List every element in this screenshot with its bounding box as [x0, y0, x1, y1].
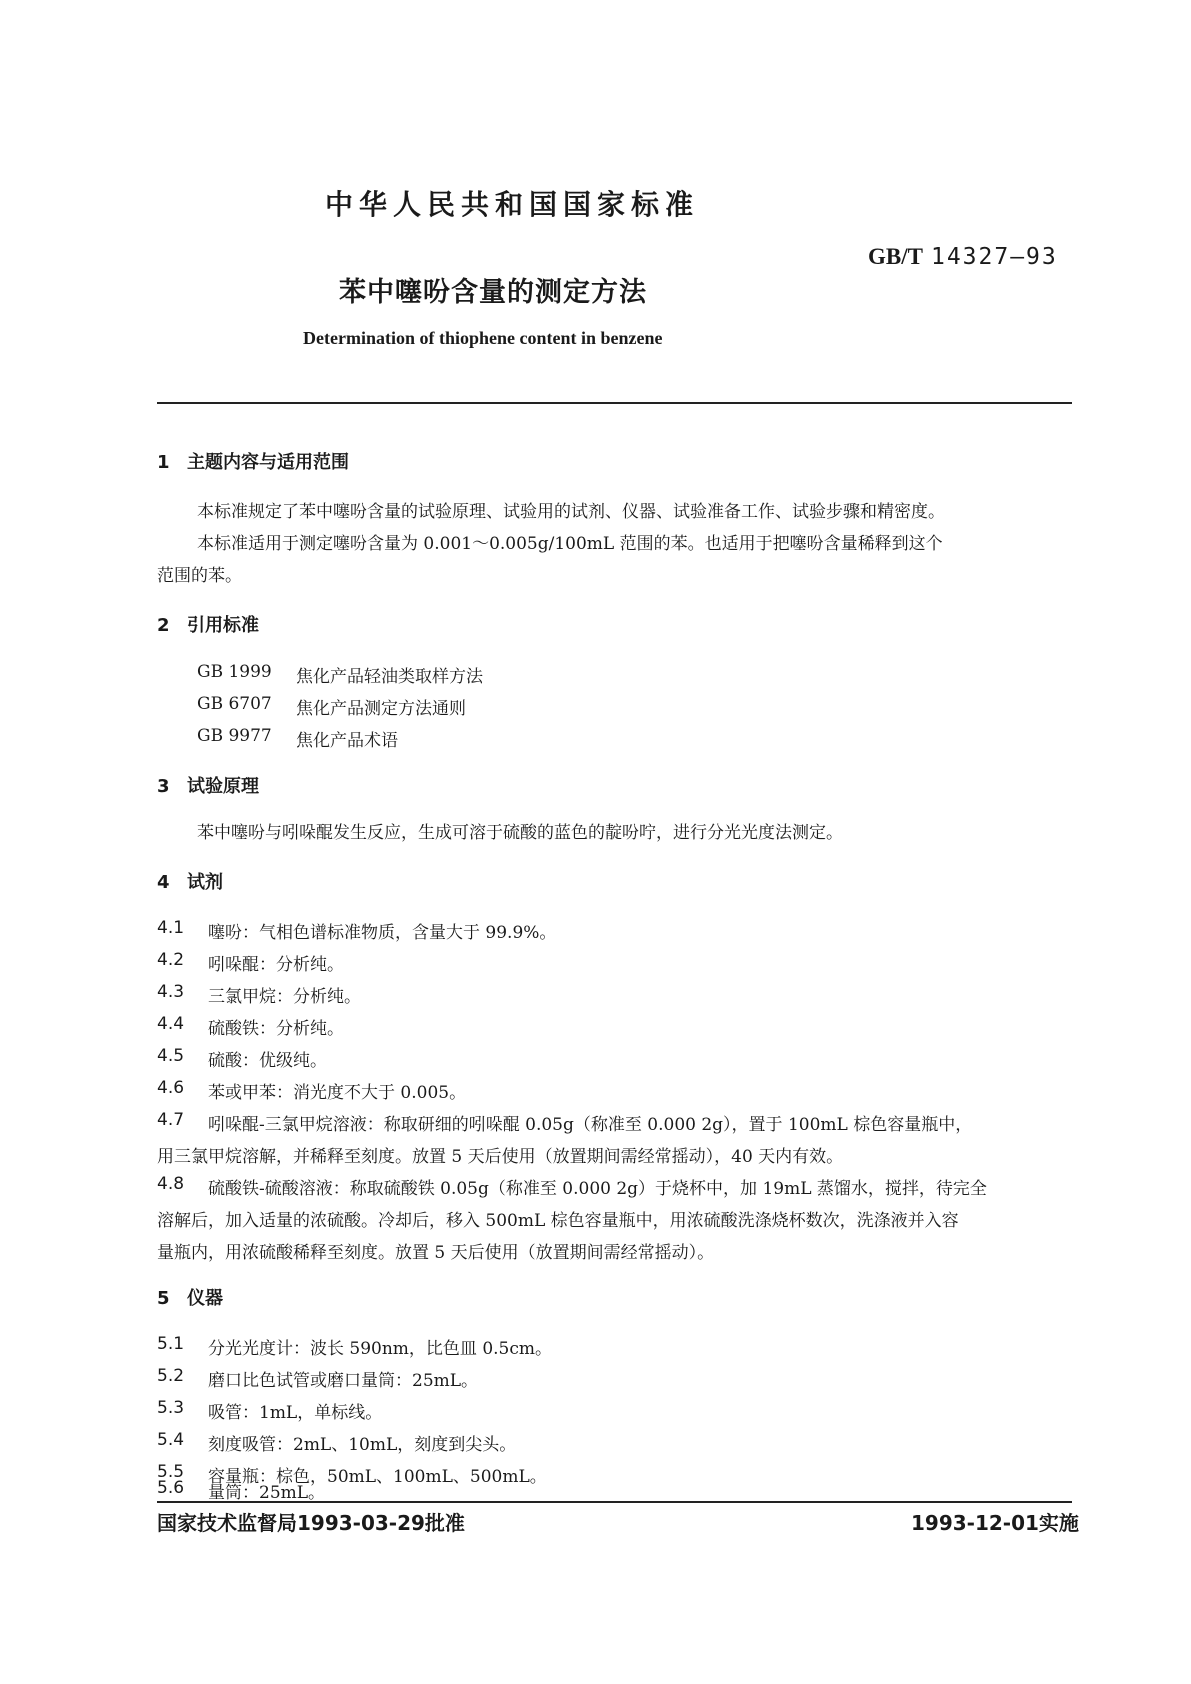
item-text: 噻吩：气相色谱标准物质，含量大于 99.9%。: [208, 923, 557, 943]
item-number: 4.3: [157, 982, 185, 1002]
footer-divider: [157, 1501, 1072, 1503]
document-title-en: Determination of thiophene content in benzene: [303, 328, 663, 348]
item-text: 量筒：25mL。: [208, 1483, 326, 1503]
item-text: 磨口比色试管或磨口量筒：25mL。: [208, 1371, 479, 1391]
item-text: 三氯甲烷：分析纯。: [208, 987, 361, 1007]
item-text: 苯或甲苯：消光度不大于 0.005。: [208, 1083, 467, 1103]
item-number: 5.3: [157, 1398, 185, 1418]
item-text: 容量瓶：棕色，50mL、100mL、500mL。: [208, 1467, 547, 1487]
item-number: 5.2: [157, 1366, 185, 1386]
ref-code: GB 1999: [197, 662, 272, 682]
section-3-para-1: 苯中噻吩与吲哚醌发生反应，生成可溶于硫酸的蓝色的靛吩咛，进行分光光度法测定。: [197, 823, 843, 843]
item-number: 5.4: [157, 1430, 185, 1450]
section-number: 1: [157, 452, 170, 473]
section-title: 仪器: [187, 1288, 223, 1309]
section-1-para-2-line-2: 范围的苯。: [157, 566, 242, 586]
standard-code-number: 14327—93: [930, 244, 1058, 270]
item-text: 硫酸铁-硫酸溶液：称取硫酸铁 0.05g（称准至 0.000 2g）于烧杯中，加 19mL 蒸馏水，搅拌，待完全: [208, 1179, 987, 1199]
item-text: 吲哚醌-三氯甲烷溶液：称取研细的吲哚醌 0.05g（称准至 0.000 2g），置于 100mL 棕色容量瓶中，: [208, 1115, 973, 1135]
section-2-heading: [157, 611, 259, 637]
implementation-date: 1993-12-01实施: [911, 1511, 1079, 1535]
section-title: 主题内容与适用范围: [187, 452, 349, 473]
item-number: 5.1: [157, 1334, 185, 1354]
section-title: 试验原理: [187, 776, 259, 797]
item-number: 4.4: [157, 1014, 185, 1034]
item-text: 吲哚醌：分析纯。: [208, 955, 344, 975]
item-text: 刻度吸管：2mL、10mL，刻度到尖头。: [208, 1435, 517, 1455]
section-1-heading: [157, 448, 349, 474]
item-number: 5.5: [157, 1462, 185, 1482]
section-3-heading: [157, 772, 259, 798]
item-number: 4.6: [157, 1078, 185, 1098]
item-number: 4.8: [157, 1174, 185, 1194]
item-number: 4.7: [157, 1110, 185, 1130]
standard-code: [868, 244, 1058, 270]
section-number: 2: [157, 615, 170, 636]
document-title-cn: 苯中噻吩含量的测定方法: [339, 277, 647, 308]
item-number: 4.2: [157, 950, 185, 970]
item-number: 5.6: [157, 1478, 185, 1498]
section-1-para-1: 本标准规定了苯中噻吩含量的试验原理、试验用的试剂、仪器、试验准备工作、试验步骤和精密度。: [197, 502, 945, 522]
section-1-para-2-line-1: 本标准适用于测定噻吩含量为 0.001～0.005g/100mL 范围的苯。也适用于把噻吩含量稀释到这个: [197, 534, 943, 554]
section-4-heading: [157, 868, 223, 894]
national-standard-heading: 中华人民共和国国家标准: [325, 188, 700, 221]
ref-code: GB 9977: [197, 726, 272, 746]
ref-title: 焦化产品轻油类取样方法: [296, 667, 483, 687]
ref-code: GB 6707: [197, 694, 272, 714]
section-title: 引用标准: [187, 615, 259, 636]
section-number: 3: [157, 776, 170, 797]
section-number: 4: [157, 872, 170, 893]
section-title: 试剂: [187, 872, 223, 893]
ref-title: 焦化产品测定方法通则: [296, 699, 466, 719]
item-text: 吸管：1mL，单标线。: [208, 1403, 383, 1423]
approval-line: 国家技术监督局1993-03-29批准: [157, 1511, 465, 1535]
standard-code-prefix: GB/T: [868, 244, 923, 269]
ref-title: 焦化产品术语: [296, 731, 398, 751]
header-divider: [157, 402, 1072, 404]
section-5-heading: [157, 1284, 223, 1310]
section-number: 5: [157, 1288, 170, 1309]
item-text-continuation: 溶解后，加入适量的浓硫酸。冷却后，移入 500mL 棕色容量瓶中，用浓硫酸洗涤烧杯数次，洗涤液并入容: [157, 1211, 959, 1231]
item-text-continuation: 量瓶内，用浓硫酸稀释至刻度。放置 5 天后使用（放置期间需经常摇动）。: [157, 1243, 715, 1263]
item-number: 4.5: [157, 1046, 185, 1066]
item-text: 硫酸铁：分析纯。: [208, 1019, 344, 1039]
item-text-continuation: 用三氯甲烷溶解，并稀释至刻度。放置 5 天后使用（放置期间需经常摇动），40 天内有效。: [157, 1147, 844, 1167]
item-number: 4.1: [157, 918, 185, 938]
item-text: 分光光度计：波长 590nm，比色皿 0.5cm。: [208, 1339, 553, 1359]
item-text: 硫酸：优级纯。: [208, 1051, 327, 1071]
